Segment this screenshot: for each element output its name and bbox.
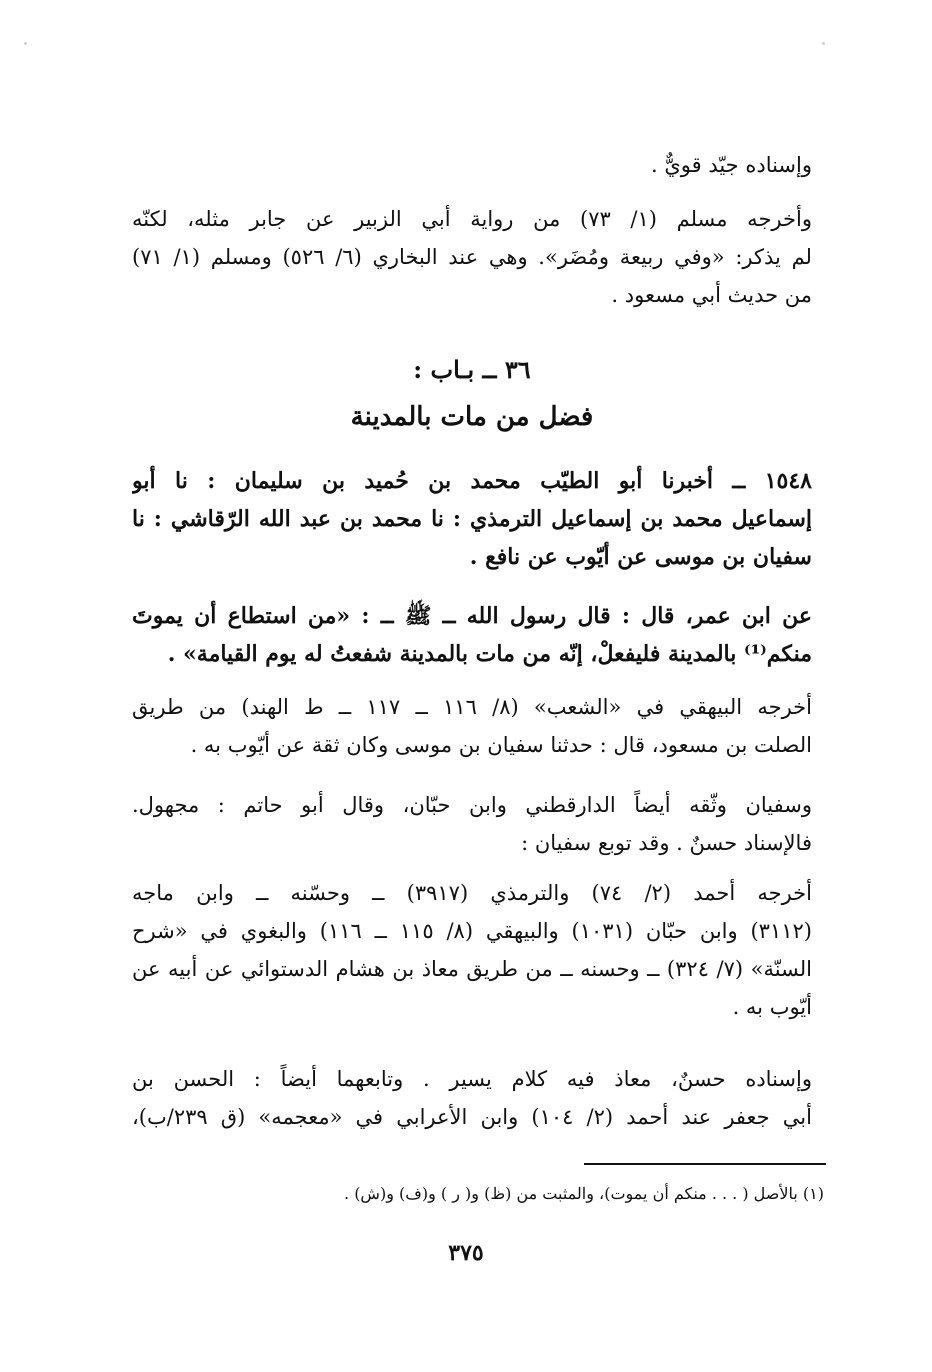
text-line: سفيان بن موسى عن أيّوب عن نافع . bbox=[469, 544, 812, 570]
paragraph-isnad-grade bbox=[132, 146, 812, 184]
chapter-title: فضل من مات بالمدينة bbox=[350, 402, 594, 432]
text-line: لم يذكر: «وفي ربيعة ومُضَر». وهي عند البخاري (٦/ ٥٢٦) ومسلم (١/ ٧١) bbox=[132, 245, 812, 269]
chapter-number-heading: ٣٦ ــ بـاب : bbox=[413, 355, 531, 384]
text-line: (٣١١٢) وابن حبّان (١٠٣١) والبيهقي (٨/ ١١٥ ــ ١١٦) والبغوي في «شرح bbox=[132, 919, 812, 943]
text-line: أيّوب به . bbox=[732, 995, 812, 1019]
footnote-separator bbox=[584, 1163, 826, 1165]
text-line: منكم⁽¹⁾ بالمدينة فليفعلْ، إنّه من مات بالمدينة شفعتُ له يوم القيامة» . bbox=[167, 641, 812, 667]
text-line: وإسناده جيّد قويٌّ . bbox=[650, 153, 812, 177]
scan-mark-left bbox=[24, 42, 27, 45]
text-line: الصلت بن مسعود، قال : حدثنا سفيان بن موسى وكان ثقة عن أيّوب به . bbox=[190, 733, 812, 757]
text-line: إسماعيل محمد بن إسماعيل الترمذي : نا محمد بن عبد الله الرّقاشي : نا bbox=[132, 506, 812, 532]
paragraph-muslim-takhrij bbox=[132, 200, 812, 314]
text-line: أخرجه البيهقي في «الشعب» (٨/ ١١٦ ــ ١١٧ ــ ط الهند) من طريق bbox=[132, 695, 812, 719]
hadith-isnad bbox=[132, 462, 812, 576]
paragraph-sufyan-grading bbox=[132, 786, 812, 862]
text-line: وسفيان وثّقه أيضاً الدارقطني وابن حبّان، وقال أبو حاتم : مجهول. bbox=[132, 793, 812, 817]
text-line: ١٥٤٨ ــ أخبرنا أبو الطيّب محمد بن حُميد بن سليمان : نا أبو bbox=[132, 468, 812, 494]
text-line: فالإسناد حسنٌ . وقد توبع سفيان : bbox=[521, 831, 812, 855]
hadith-matn bbox=[132, 597, 812, 673]
text-line: وإسناده حسنٌ، معاذ فيه كلام يسير . وتابعهما أيضاً : الحسن بن bbox=[132, 1067, 812, 1091]
text-line: السنّة» (٧/ ٣٢٤) ــ وحسنه ــ من طريق معاذ بن هشام الدستوائي عن أبيه عن bbox=[132, 957, 812, 981]
page-number: ٣٧٥ bbox=[448, 1240, 484, 1266]
paragraph-bayhaqi-takhrij bbox=[132, 688, 812, 764]
paragraph-mutabaat bbox=[132, 1060, 812, 1136]
paragraph-ahmad-takhrij bbox=[132, 874, 812, 1026]
footnote: (١) بالأصل ( . . . منكم أن يموت)، والمثبت من (ظ) و( ر ) و(ف) و(ش) . bbox=[344, 1184, 824, 1203]
scan-mark-right bbox=[822, 42, 825, 45]
text-line: عن ابن عمر، قال : قال رسول الله ــ ﷺ ــ : «من استطاع أن يموتَ bbox=[132, 603, 812, 629]
text-line: أخرجه أحمد (٢/ ٧٤) والترمذي (٣٩١٧) ــ وحسّنه ــ وابن ماجه bbox=[132, 881, 812, 905]
text-line: أبي جعفر عند أحمد (٢/ ١٠٤) وابن الأعرابي في «معجمه» (ق ٢٣٩/ب)، bbox=[132, 1105, 812, 1129]
text-line: من حديث أبي مسعود . bbox=[611, 283, 812, 307]
text-line: وأخرجه مسلم (١/ ٧٣) من رواية أبي الزبير عن جابر مثله، لكنّه bbox=[132, 207, 812, 231]
